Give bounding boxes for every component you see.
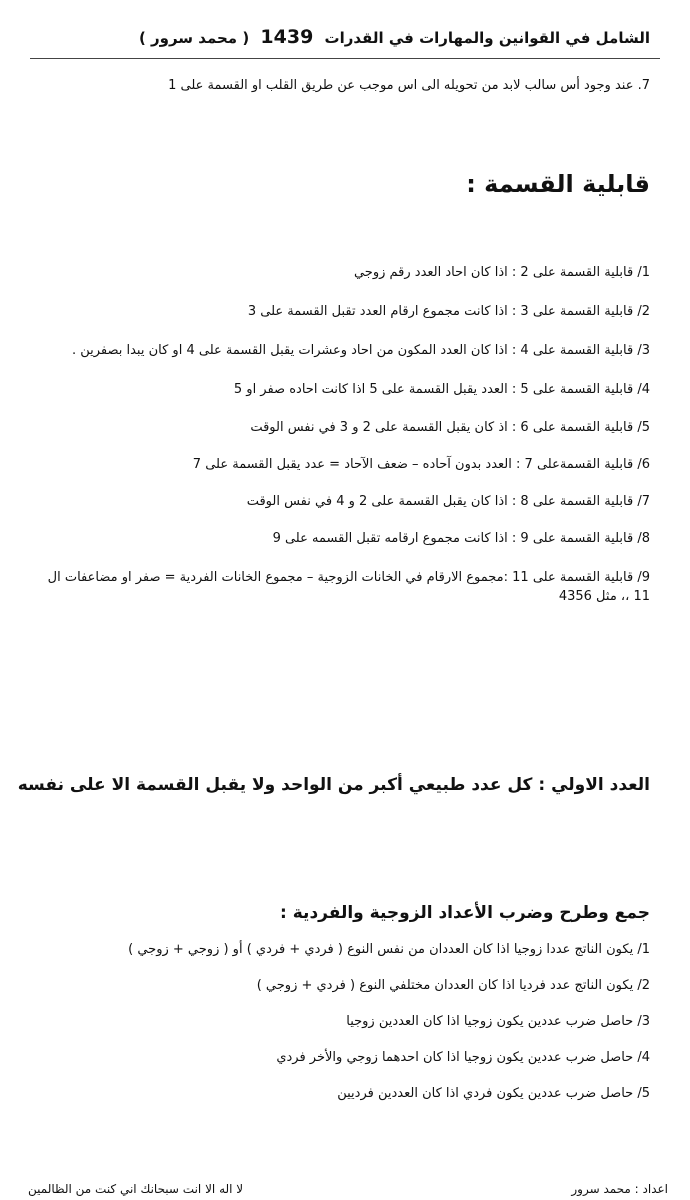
page-header	[40, 26, 650, 48]
exponent-rule-7: 7. عند وجود أس سالب لابد من تحويله الى اس موجب عن طريق القلب او القسمة على 1	[168, 78, 650, 93]
even-odd-rule-3: 3/ حاصل ضرب عددين يكون زوجيا اذا كان العددين زوجيا	[346, 1014, 650, 1029]
divisibility-rule-7: 6/ قابلية القسمةعلى 7 : العدد بدون آحاده – ضعف الآحاد = عدد يقبل القسمة على 7	[192, 457, 650, 472]
even-odd-heading: جمع وطرح وضرب الأعداد الزوجية والفردية :	[280, 903, 650, 923]
divisibility-rule-11: 9/ قابلية القسمة على 11 :مجموع الارقام في الخانات الزوجية – مجموع الخانات الفردية = صفر او مضاعفات ال 11 ،، مثل 4356	[47, 570, 650, 604]
divisibility-rule-3: 2/ قابلية القسمة على 3 : اذا كانت مجموع ارقام العدد تقبل القسمة على 3	[247, 304, 650, 319]
divisibility-rule-4: 3/ قابلية القسمة على 4 : اذا كان العدد المكون من احاد وعشرات يقبل القسمة على 4 او كان يبدا بصفرين .	[71, 343, 650, 358]
even-odd-rule-2: 2/ يكون الناتج عدد فرديا اذا كان العددان مختلفي النوع ( فردي + زوجي )	[256, 978, 650, 993]
footer-supplication: لا اله الا انت سبحانك اني كنت من الظالمين	[28, 1182, 244, 1196]
even-odd-rule-5: 5/ حاصل ضرب عددين يكون فردي اذا كان العددين فرديين	[337, 1086, 650, 1101]
footer-prepared-by: اعداد : محمد سرور	[571, 1182, 668, 1196]
header-rule	[30, 58, 660, 59]
even-odd-rule-4: 4/ حاصل ضرب عددين يكون زوجيا اذا كان احدهما زوجي والأخر فردي	[276, 1050, 650, 1065]
even-odd-rule-1: 1/ يكون الناتج عددا زوجيا اذا كان العددان من نفس النوع ( فردي + فردي ) أو ( زوجي + زوجي )	[128, 942, 650, 957]
divisibility-heading: قابلية القسمة :	[466, 170, 650, 198]
header-author: ( محمد سرور )	[138, 29, 250, 47]
divisibility-rule-6: 5/ قابلية القسمة على 6 : اذ كان يقبل القسمة على 2 و 3 في نفس الوقت	[250, 420, 650, 435]
divisibility-rule-9: 8/ قابلية القسمة على 9 : اذا كانت مجموع ارقامه تقبل القسمه على 9	[272, 531, 650, 546]
divisibility-rule-2: 1/ قابلية القسمة على 2 : اذا كان احاد العدد رقم زوجي	[353, 265, 650, 280]
header-title: الشامل في القوانين والمهارات في القدرات	[324, 29, 650, 47]
prime-definition: العدد الاولي : كل عدد طبيعي أكبر من الواحد ولا يقبل القسمة الا على نفسه	[17, 775, 650, 795]
header-year: 1439	[260, 26, 314, 48]
divisibility-rule-5: 4/ قابلية القسمة على 5 : العدد يقبل القسمة على 5 اذا كانت احاده صفر او 5	[233, 382, 650, 397]
divisibility-rule-8: 7/ قابلية القسمة على 8 : اذا كان يقبل القسمة على 2 و 4 في نفس الوقت	[246, 494, 650, 509]
